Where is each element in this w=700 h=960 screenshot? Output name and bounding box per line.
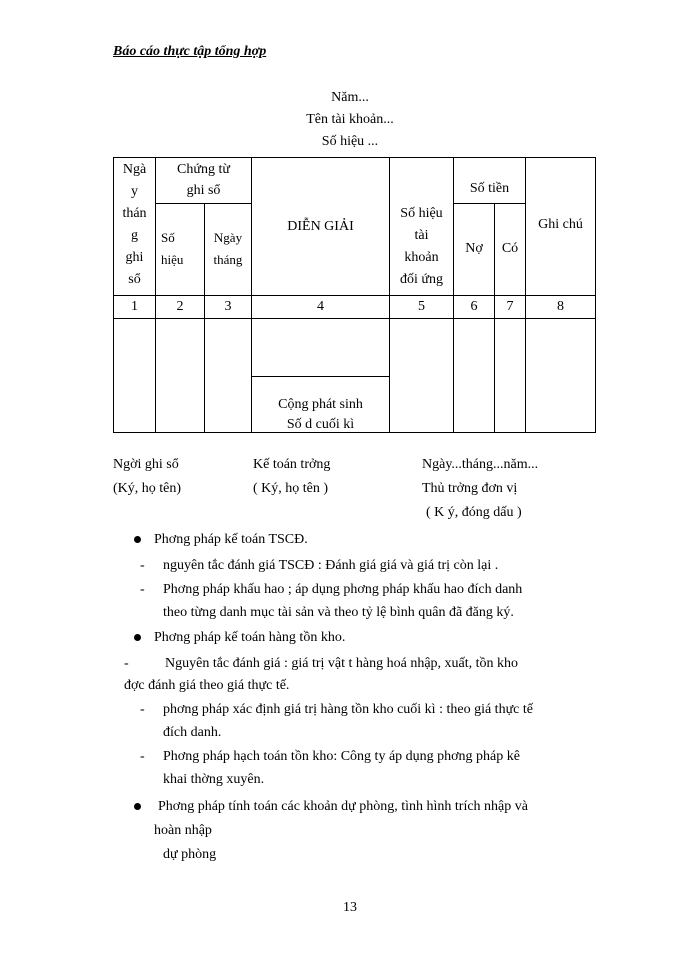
sig-director: Thủ trởng đơn vị — [422, 481, 518, 496]
header-note: Ghi chú — [538, 217, 583, 232]
dash-marker: - — [124, 656, 129, 671]
bullet-icon — [134, 634, 141, 641]
section-provisions-2: hoàn nhập — [154, 823, 212, 838]
page-number: 13 — [343, 900, 357, 915]
col-number-4: 4 — [317, 299, 324, 314]
header-voucher-date: Ngày tháng — [213, 230, 243, 267]
col-number-6: 6 — [470, 299, 478, 314]
dash-marker: - — [140, 749, 145, 764]
sig-director-note: ( K ý, đóng dấu ) — [426, 505, 522, 520]
dash-marker: - — [140, 558, 145, 573]
col-number-8: 8 — [557, 299, 564, 314]
report-header-title: Báo cáo thực tập tổng hợp — [113, 44, 267, 59]
fixed-assets-depreciation-1: Phơng pháp khấu hao ; áp dụng phơng pháp khấu hao đích danh — [163, 582, 523, 597]
sig-recorder-note: (Ký, họ tên) — [113, 481, 182, 496]
ledger-table — [113, 157, 596, 433]
sig-recorder: Ngời ghi sổ — [113, 457, 179, 472]
inventory-accounting-2: khai thờng xuyên. — [163, 772, 265, 787]
inventory-ending-value-2: đích danh. — [163, 725, 222, 740]
col-number-7: 7 — [506, 299, 514, 314]
section-provisions-1: Phơng pháp tính toán các khoản dự phòng, tình hình trích nhập và — [158, 799, 528, 814]
header-amount-group: Số tiền — [469, 181, 510, 196]
sig-accountant: Kế toán trởng — [253, 457, 331, 472]
dash-marker: - — [140, 702, 145, 717]
section-inventory: Phơng pháp kế toán hàng tồn kho. — [154, 630, 346, 645]
row-closing-balance: Số d cuối kì — [286, 417, 355, 432]
inventory-valuation-1: Nguyên tắc đánh giá : giá trị vật t hàng hoá nhập, xuất, tồn kho — [165, 656, 519, 671]
fixed-assets-depreciation-2: theo từng danh mục tài sản và theo tỷ lệ bình quân đã đăng ký. — [163, 605, 514, 620]
col-number-5: 5 — [418, 299, 425, 314]
header-voucher-no: Số hiệu — [161, 230, 184, 267]
header-contra-account: Số hiệu tài khoản đối ứng — [400, 206, 443, 287]
bullet-icon — [134, 803, 141, 810]
header-voucher-group: Chứng từ ghi sổ — [177, 162, 230, 198]
fixed-assets-valuation: nguyên tắc đánh giá TSCĐ : Đánh giá giá và giá trị còn lại . — [163, 558, 499, 573]
bullet-icon — [134, 536, 141, 543]
sig-date: Ngày...tháng...năm... — [422, 457, 539, 472]
ledger-account-code: Số hiệu ... — [321, 134, 379, 149]
header-credit: Có — [501, 241, 519, 256]
ledger-account-name: Tên tài khoản... — [306, 112, 394, 127]
ledger-year: Năm... — [331, 90, 369, 105]
section-fixed-assets: Phơng pháp kế toán TSCĐ. — [154, 532, 308, 547]
col-number-1: 1 — [131, 299, 138, 314]
header-description: DIỄN GIẢI — [287, 219, 354, 234]
inventory-accounting-1: Phơng pháp hạch toán tồn kho: Công ty áp dụng phơng pháp kê — [163, 749, 520, 764]
row-total-period: Cộng phát sinh — [278, 397, 363, 412]
col-number-2: 2 — [176, 299, 184, 314]
section-provisions-3: dự phòng — [163, 847, 217, 862]
inventory-ending-value-1: phơng pháp xác định giá trị hàng tồn kho cuối kì : theo giá thực tế — [163, 702, 533, 717]
header-date-recorded: Ngà y thán g ghi sổ — [122, 162, 147, 287]
header-debit: Nợ — [465, 241, 483, 256]
sig-accountant-note: ( Ký, họ tên ) — [253, 481, 329, 496]
dash-marker: - — [140, 582, 145, 597]
col-number-3: 3 — [224, 299, 232, 314]
inventory-valuation-2: đợc đánh giá theo giá thực tế. — [124, 678, 290, 693]
